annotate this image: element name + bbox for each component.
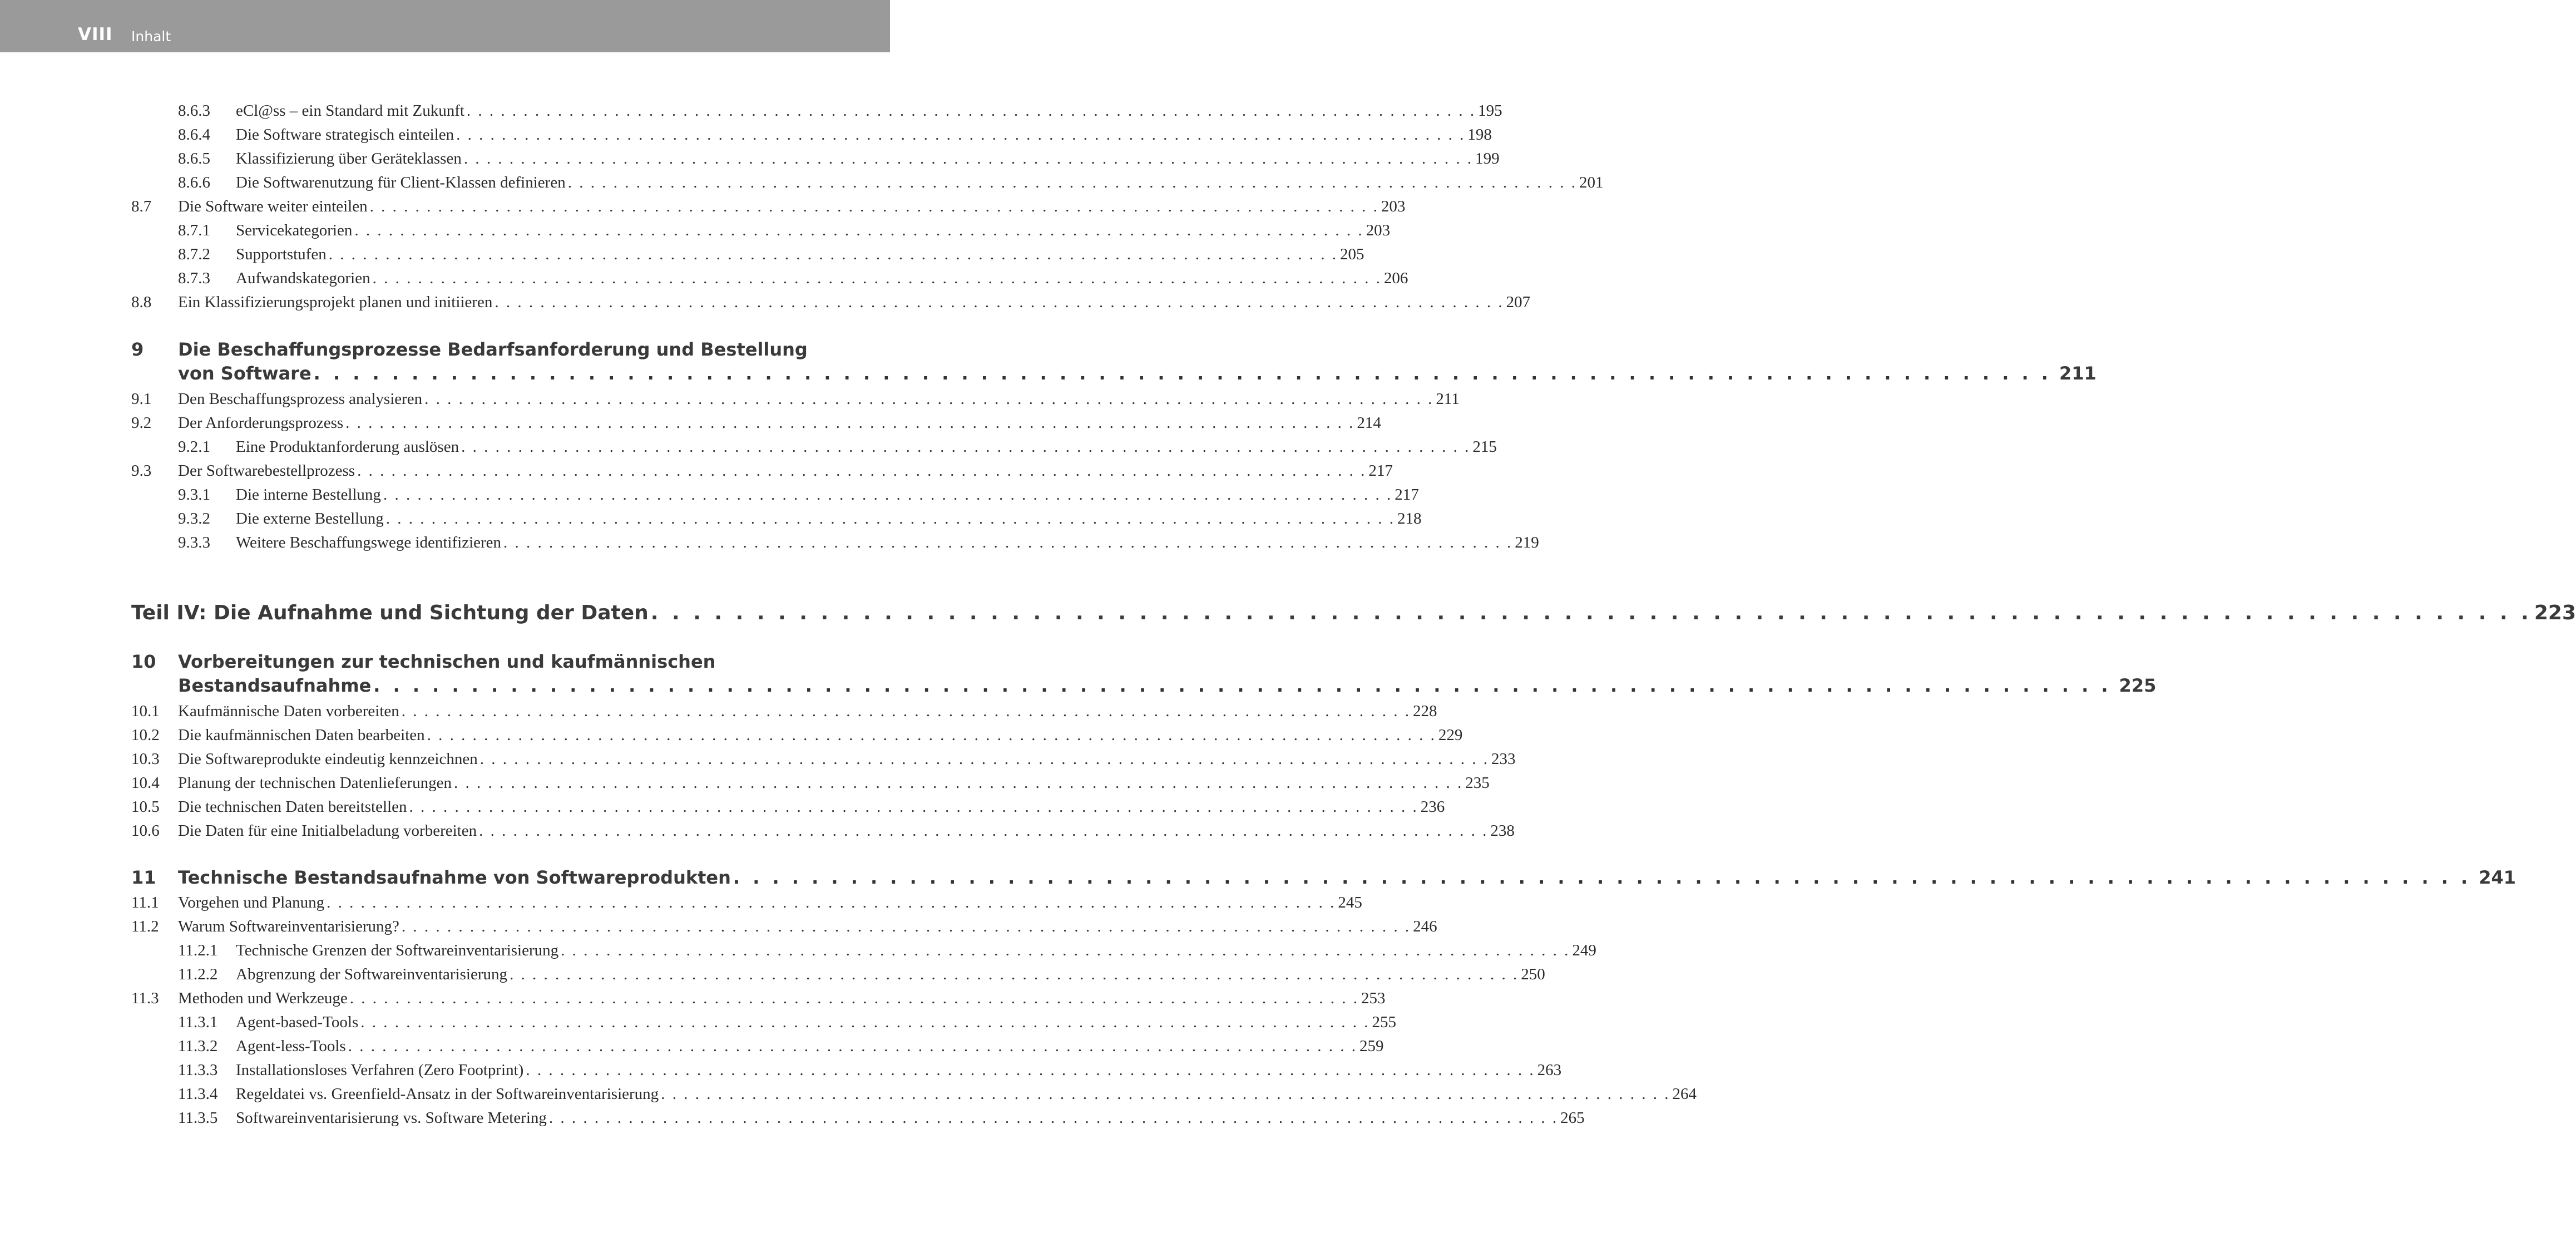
section-number: 9.3: [131, 462, 152, 480]
toc-entry[interactable]: [0, 531, 1539, 555]
section-number: 8.6.6: [178, 174, 210, 191]
part-entry[interactable]: [131, 599, 2576, 627]
dot-leader: . . . . . . . . . . . . . . . . . . . . . . . . . . . . . . . . . . . . . . . . . . . . . . . . . . . . . . . . . . . . . . . . . . . . . . . . . . . . . . . . . . . . . . . . .: [479, 822, 1489, 840]
toc-entry[interactable]: [0, 243, 1364, 267]
entry-title: Aufwandskategorien: [236, 269, 370, 287]
entry-title: Supportstufen: [236, 245, 327, 263]
dot-leader: . . . . . . . . . . . . . . . . . . . . . . . . . . . . . . . . . . . . . . . . . . . . . . . . . . . . . . . . . . . . . . . . . . . . . . . . . . . . . . . . . . . . . . . . .: [354, 221, 1364, 239]
page-ref: 241: [2479, 867, 2516, 888]
section-number: 8.7: [131, 198, 152, 215]
page-ref: 246: [1413, 918, 1437, 935]
section-number: 8.6.4: [178, 126, 210, 144]
page-header: [0, 0, 890, 52]
page-ref: 249: [1572, 941, 1596, 959]
entry-title: Regeldatei vs. Greenfield-Ansatz in der Softwareinventarisierung: [236, 1085, 659, 1103]
dot-leader: . . . . . . . . . . . . . . . . . . . . . . . . . . . . . . . . . . . . . . . . . . . . . . . . . . . . . . . . . . . . . . . . . . . . . . . . . . . . . . . . . . . . . . . . .: [479, 750, 1489, 768]
toc-entry[interactable]: [0, 1082, 1697, 1106]
page-ref: 203: [1381, 198, 1406, 215]
entry-title: Agent-based-Tools: [236, 1013, 359, 1031]
entry-title: Die Daten für eine Initialbeladung vorbereiten: [178, 822, 477, 840]
toc-entry[interactable]: [0, 147, 1500, 171]
section-number: 11.3.4: [178, 1085, 218, 1103]
section-number: 11.2.1: [178, 941, 218, 959]
entry-title: Die technischen Daten bereitstellen: [178, 798, 407, 816]
section-number: 9.2: [131, 414, 152, 432]
page-ref: 211: [2059, 363, 2097, 384]
page-ref: 214: [1357, 414, 1381, 432]
section-number: 10.3: [131, 750, 160, 768]
section-number: 11.3: [131, 989, 159, 1007]
dot-leader: . . . . . . . . . . . . . . . . . . . . . . . . . . . . . . . . . . . . . . . . . . . . . . . . . . . . . . . . . . . . . . . . . . . . . . . . . . . . . . . . . . . . . . . . .: [466, 102, 1476, 120]
entry-title: Die externe Bestellung: [236, 510, 384, 528]
page-ref: 205: [1339, 245, 1364, 263]
page-ref: 250: [1521, 965, 1545, 983]
toc-entry[interactable]: [0, 267, 1408, 290]
chapter-entry[interactable]: [0, 650, 2157, 698]
toc-entry[interactable]: [0, 195, 1406, 219]
chapter-title: Technische Bestandsaufnahme von Softwareprodukten: [178, 867, 731, 888]
page-ref: 263: [1537, 1061, 1562, 1079]
chapter-title-line1: Vorbereitungen zur technischen und kaufmännischen: [178, 651, 716, 672]
page-ref: 218: [1397, 510, 1422, 528]
page-ref: 199: [1475, 150, 1500, 167]
dot-leader: . . . . . . . . . . . . . . . . . . . . . . . . . . . . . . . . . . . . . . . . . . . . . . . . . . . . . . . . . . . . . . . . . . . . . . . . . . . . . . . . . . . . . . . . .: [345, 414, 1355, 432]
page-ref: 215: [1472, 438, 1497, 456]
running-title: Inhalt: [131, 28, 171, 45]
dot-leader: . . . . . . . . . . . . . . . . . . . . . . . . . . . . . . . . . . . . . . . . . . . . . . . . . . . . . . . . . . . . . . . . . . . . . . . . . . . . . . . . . . . . . . . . .: [456, 126, 1466, 144]
entry-title: Agent-less-Tools: [236, 1037, 346, 1055]
entry-title: Warum Softwareinventarisierung?: [178, 918, 399, 935]
page-ref: 235: [1465, 774, 1490, 792]
page-ref: 211: [1436, 390, 1460, 408]
dot-leader: . . . . . . . . . . . . . . . . . . . . . . . . . . . . . . . . . . . . . . . . . . . . . . . . . . . . . . . . . . . . . . . . . . . . . . . . . . . . . . . . . . . . . . . . .: [503, 534, 1513, 551]
toc-entry[interactable]: [0, 1106, 1585, 1130]
dot-leader: . . . . . . . . . . . . . . . . . . . . . . . . . . . . . . . . . . . . . . . . . . . . . . . . . . . . . . . . . . . . . . . . . . . . . . . . . . . . . . . . . . . . . . . . .: [327, 894, 1336, 911]
page-ref: 217: [1368, 462, 1393, 480]
section-number: 9.3.3: [178, 534, 210, 551]
entry-title: Klassifizierung über Geräteklassen: [236, 150, 462, 167]
toc-entry[interactable]: [0, 387, 1460, 411]
section-number: 10.6: [131, 822, 160, 840]
dot-leader: . . . . . . . . . . . . . . . . . . . . . . . . . . . . . . . . . . . . . . . . . . . . . . . . . . . . . . . . . . . . . . . . . . . . . . . . . . . . . . . . . . . . . . . . .: [372, 269, 1382, 287]
section-number: 9.3.2: [178, 510, 210, 528]
dot-leader: . . . . . . . . . . . . . . . . . . . . . . . . . . . . . . . . . . . . . . . . . . . . . . . . . . . . . . . . . . . . . . . . . . . . . . . . . . . . . . . . . . . . . . . . .: [401, 702, 1411, 720]
section-number: 11.3.5: [178, 1109, 218, 1127]
page-ref: 265: [1560, 1109, 1585, 1127]
dot-leader: . . . . . . . . . . . . . . . . . . . . . . . . . . . . . . . . . . . . . . . . . . . . . . . . . . . . . . . . . . . . . . . . . . . . . . . . . . . . . . . . . . . . . . . . .: [650, 602, 2532, 624]
entry-title: Technische Grenzen der Softwareinventarisierung: [236, 941, 559, 959]
toc-entry[interactable]: [0, 171, 1604, 195]
toc-entry[interactable]: [0, 939, 1596, 963]
chapter-entry[interactable]: [0, 866, 2516, 890]
dot-leader: . . . . . . . . . . . . . . . . . . . . . . . . . . . . . . . . . . . . . . . . . . . . . . . . . . . . . . . . . . . . . . . . . . . . . . . . . . . . . . . . . . . . . . . . .: [454, 774, 1463, 792]
entry-title: Die Softwarenutzung für Client-Klassen definieren: [236, 174, 566, 191]
toc-entry[interactable]: [0, 795, 1445, 819]
toc-entry[interactable]: [0, 123, 1492, 147]
section-number: 10.1: [131, 702, 160, 720]
toc-entry[interactable]: [0, 915, 1437, 939]
section-number: 11.3.3: [178, 1061, 218, 1079]
section-number: 11.1: [131, 894, 159, 911]
page-ref: 219: [1515, 534, 1539, 551]
page-ref: 229: [1438, 726, 1463, 744]
page-ref: 206: [1383, 269, 1408, 287]
chapter-number: 10: [131, 651, 156, 672]
page-ref: 223: [2534, 602, 2576, 624]
toc-entry[interactable]: [0, 99, 1502, 123]
toc-entry[interactable]: [0, 1034, 1384, 1058]
section-number: 11.3.1: [178, 1013, 218, 1031]
toc-entry[interactable]: [0, 891, 1362, 915]
toc-entry[interactable]: [0, 747, 1516, 771]
page-ref: 228: [1413, 702, 1437, 720]
section-number: 11.2: [131, 918, 159, 935]
dot-leader: . . . . . . . . . . . . . . . . . . . . . . . . . . . . . . . . . . . . . . . . . . . . . . . . . . . . . . . . . . . . . . . . . . . . . . . . . . . . . . . . . . . . . . . . .: [661, 1085, 1670, 1103]
chapter-entry[interactable]: [0, 338, 2097, 386]
section-number: 10.5: [131, 798, 160, 816]
entry-title: Den Beschaffungsprozess analysieren: [178, 390, 423, 408]
entry-title: Installationsloses Verfahren (Zero Footprint): [236, 1061, 524, 1079]
entry-title: Softwareinventarisierung vs. Software Metering: [236, 1109, 547, 1127]
entry-title: Die Software weiter einteilen: [178, 198, 368, 215]
dot-leader: . . . . . . . . . . . . . . . . . . . . . . . . . . . . . . . . . . . . . . . . . . . . . . . . . . . . . . . . . . . . . . . . . . . . . . . . . . . . . . . . . . . . . . . . .: [561, 941, 1570, 959]
section-number: 8.7.3: [178, 269, 210, 287]
dot-leader: . . . . . . . . . . . . . . . . . . . . . . . . . . . . . . . . . . . . . . . . . . . . . . . . . . . . . . . . . . . . . . . . . . . . . . . . . . . . . . . . . . . . . . . . .: [357, 462, 1367, 480]
section-number: 8.6.3: [178, 102, 210, 120]
toc-entry[interactable]: [0, 507, 1422, 531]
dot-leader: . . . . . . . . . . . . . . . . . . . . . . . . . . . . . . . . . . . . . . . . . . . . . . . . . . . . . . . . . . . . . . . . . . . . . . . . . . . . . . . . . . . . . . . . .: [733, 867, 2471, 888]
toc-entry[interactable]: [0, 819, 1515, 843]
section-number: 10.4: [131, 774, 160, 792]
toc-entry[interactable]: [0, 411, 1381, 435]
entry-title: eCl@ss – ein Standard mit Zukunft: [236, 102, 464, 120]
entry-title: Der Anforderungsprozess: [178, 414, 344, 432]
toc-entry[interactable]: [0, 483, 1419, 507]
dot-leader: . . . . . . . . . . . . . . . . . . . . . . . . . . . . . . . . . . . . . . . . . . . . . . . . . . . . . . . . . . . . . . . . . . . . . . . . . . . . . . . . . . . . . . . . .: [401, 918, 1411, 935]
dot-leader: . . . . . . . . . . . . . . . . . . . . . . . . . . . . . . . . . . . . . . . . . . . . . . . . . . . . . . . . . . . . . . . . . . . . . . . . . . . . . . . . . . . . . . . . .: [510, 965, 1519, 983]
toc-entry[interactable]: [0, 459, 1393, 483]
entry-title: Servicekategorien: [236, 221, 353, 239]
page-ref: 207: [1506, 293, 1531, 311]
dot-leader: . . . . . . . . . . . . . . . . . . . . . . . . . . . . . . . . . . . . . . . . . . . . . . . . . . . . . . . . . . . . . . . . . . . . . . . . . . . . . . . . . . . . . . . . .: [349, 989, 1359, 1007]
section-number: 9.3.1: [178, 486, 210, 504]
toc-entry[interactable]: [0, 219, 1391, 243]
entry-title: Die interne Bestellung: [236, 486, 381, 504]
toc-entry[interactable]: [0, 1058, 1562, 1082]
entry-title: Kaufmännische Daten vorbereiten: [178, 702, 399, 720]
entry-title: Planung der technischen Datenlieferungen: [178, 774, 452, 792]
entry-title: Die Softwareprodukte eindeutig kennzeichnen: [178, 750, 478, 768]
chapter-title-line2: Bestandsaufnahme: [178, 675, 372, 696]
page-ref: 203: [1366, 221, 1391, 239]
entry-title: Die kaufmännischen Daten bearbeiten: [178, 726, 425, 744]
dot-leader: . . . . . . . . . . . . . . . . . . . . . . . . . . . . . . . . . . . . . . . . . . . . . . . . . . . . . . . . . . . . . . . . . . . . . . . . . . . . . . . . . . . . . . . . .: [328, 245, 1338, 263]
page-ref: 245: [1338, 894, 1362, 911]
page-ref: 264: [1672, 1085, 1697, 1103]
dot-leader: . . . . . . . . . . . . . . . . . . . . . . . . . . . . . . . . . . . . . . . . . . . . . . . . . . . . . . . . . . . . . . . . . . . . . . . . . . . . . . . . . . . . . . . . .: [567, 174, 1577, 191]
dot-leader: . . . . . . . . . . . . . . . . . . . . . . . . . . . . . . . . . . . . . . . . . . . . . . . . . . . . . . . . . . . . . . . . . . . . . . . . . . . . . . . . . . . . . . . . .: [383, 486, 1393, 504]
page-ref: 195: [1478, 102, 1502, 120]
dot-leader: . . . . . . . . . . . . . . . . . . . . . . . . . . . . . . . . . . . . . . . . . . . . . . . . . . . . . . . . . . . . . . . . . . . . . . . . . . . . . . . . . . . . . . . . .: [424, 390, 1434, 408]
section-number: 8.8: [131, 293, 152, 311]
dot-leader: . . . . . . . . . . . . . . . . . . . . . . . . . . . . . . . . . . . . . . . . . . . . . . . . . . . . . . . . . . . . . . . . . . . . . . . . . . . . . . . . . . . . . . . . .: [548, 1109, 1559, 1127]
section-number: 8.7.2: [178, 245, 210, 263]
toc-entry[interactable]: [0, 771, 1490, 795]
dot-leader: . . . . . . . . . . . . . . . . . . . . . . . . . . . . . . . . . . . . . . . . . . . . . . . . . . . . . . . . . . . . . . . . . . . . . . . . . . . . . . . . . . . . . . . . .: [526, 1061, 1535, 1079]
chapter-title-line2: von Software: [178, 363, 312, 384]
page-ref: 198: [1467, 126, 1492, 144]
section-number: 11.3.2: [178, 1037, 218, 1055]
page-ref: 217: [1395, 486, 1419, 504]
dot-leader: . . . . . . . . . . . . . . . . . . . . . . . . . . . . . . . . . . . . . . . . . . . . . . . . . . . . . . . . . . . . . . . . . . . . . . . . . . . . . . . . . . . . . . . . .: [373, 675, 2112, 696]
toc-entry[interactable]: [0, 290, 1531, 314]
entry-title: Methoden und Werkzeuge: [178, 989, 348, 1007]
page-number: VIII: [78, 24, 113, 45]
section-number: 9.1: [131, 390, 152, 408]
section-number: 9.2.1: [178, 438, 210, 456]
page-ref: 253: [1361, 989, 1386, 1007]
page-ref: 225: [2119, 675, 2157, 696]
entry-title: Vorgehen und Planung: [178, 894, 325, 911]
dot-leader: . . . . . . . . . . . . . . . . . . . . . . . . . . . . . . . . . . . . . . . . . . . . . . . . . . . . . . . . . . . . . . . . . . . . . . . . . . . . . . . . . . . . . . . . .: [385, 510, 1395, 528]
toc-entry[interactable]: [0, 699, 1437, 723]
entry-title: Eine Produktanforderung auslösen: [236, 438, 459, 456]
section-number: 8.7.1: [178, 221, 210, 239]
chapter-number: 9: [131, 339, 144, 360]
dot-leader: . . . . . . . . . . . . . . . . . . . . . . . . . . . . . . . . . . . . . . . . . . . . . . . . . . . . . . . . . . . . . . . . . . . . . . . . . . . . . . . . . . . . . . . . .: [461, 438, 1471, 456]
page-ref: 255: [1372, 1013, 1396, 1031]
entry-title: Weitere Beschaffungswege identifizieren: [236, 534, 502, 551]
page-ref: 233: [1491, 750, 1516, 768]
dot-leader: . . . . . . . . . . . . . . . . . . . . . . . . . . . . . . . . . . . . . . . . . . . . . . . . . . . . . . . . . . . . . . . . . . . . . . . . . . . . . . . . . . . . . . . . .: [463, 150, 1474, 167]
page-ref: 238: [1490, 822, 1515, 840]
entry-title: Abgrenzung der Softwareinventarisierung: [236, 965, 508, 983]
page-ref: 201: [1579, 174, 1604, 191]
dot-leader: . . . . . . . . . . . . . . . . . . . . . . . . . . . . . . . . . . . . . . . . . . . . . . . . . . . . . . . . . . . . . . . . . . . . . . . . . . . . . . . . . . . . . . . . .: [360, 1013, 1370, 1031]
entry-title: Ein Klassifizierungsprojekt planen und initiieren: [178, 293, 493, 311]
toc-entry[interactable]: [0, 1010, 1396, 1034]
section-number: 11.2.2: [178, 965, 218, 983]
toc-entry[interactable]: [0, 963, 1545, 987]
dot-leader: . . . . . . . . . . . . . . . . . . . . . . . . . . . . . . . . . . . . . . . . . . . . . . . . . . . . . . . . . . . . . . . . . . . . . . . . . . . . . . . . . . . . . . . . .: [427, 726, 1436, 744]
dot-leader: . . . . . . . . . . . . . . . . . . . . . . . . . . . . . . . . . . . . . . . . . . . . . . . . . . . . . . . . . . . . . . . . . . . . . . . . . . . . . . . . . . . . . . . . .: [409, 798, 1418, 816]
page-ref: 236: [1420, 798, 1445, 816]
toc-entry[interactable]: [0, 435, 1497, 459]
section-number: 10.2: [131, 726, 160, 744]
dot-leader: . . . . . . . . . . . . . . . . . . . . . . . . . . . . . . . . . . . . . . . . . . . . . . . . . . . . . . . . . . . . . . . . . . . . . . . . . . . . . . . . . . . . . . . . .: [369, 198, 1379, 215]
part-title: Teil IV: Die Aufnahme und Sichtung der Daten: [131, 602, 649, 624]
dot-leader: . . . . . . . . . . . . . . . . . . . . . . . . . . . . . . . . . . . . . . . . . . . . . . . . . . . . . . . . . . . . . . . . . . . . . . . . . . . . . . . . . . . . . . . . .: [313, 363, 2051, 384]
toc-entry[interactable]: [0, 987, 1386, 1010]
dot-leader: . . . . . . . . . . . . . . . . . . . . . . . . . . . . . . . . . . . . . . . . . . . . . . . . . . . . . . . . . . . . . . . . . . . . . . . . . . . . . . . . . . . . . . . . .: [495, 293, 1504, 311]
toc-entry[interactable]: [0, 723, 1463, 747]
entry-title: Die Software strategisch einteilen: [236, 126, 454, 144]
chapter-number: 11: [131, 867, 156, 888]
entry-title: Der Softwarebestellprozess: [178, 462, 355, 480]
page-ref: 259: [1359, 1037, 1384, 1055]
section-number: 8.6.5: [178, 150, 210, 167]
dot-leader: . . . . . . . . . . . . . . . . . . . . . . . . . . . . . . . . . . . . . . . . . . . . . . . . . . . . . . . . . . . . . . . . . . . . . . . . . . . . . . . . . . . . . . . . .: [348, 1037, 1357, 1055]
chapter-title-line1: Die Beschaffungsprozesse Bedarfsanforderung und Bestellung: [178, 339, 808, 360]
